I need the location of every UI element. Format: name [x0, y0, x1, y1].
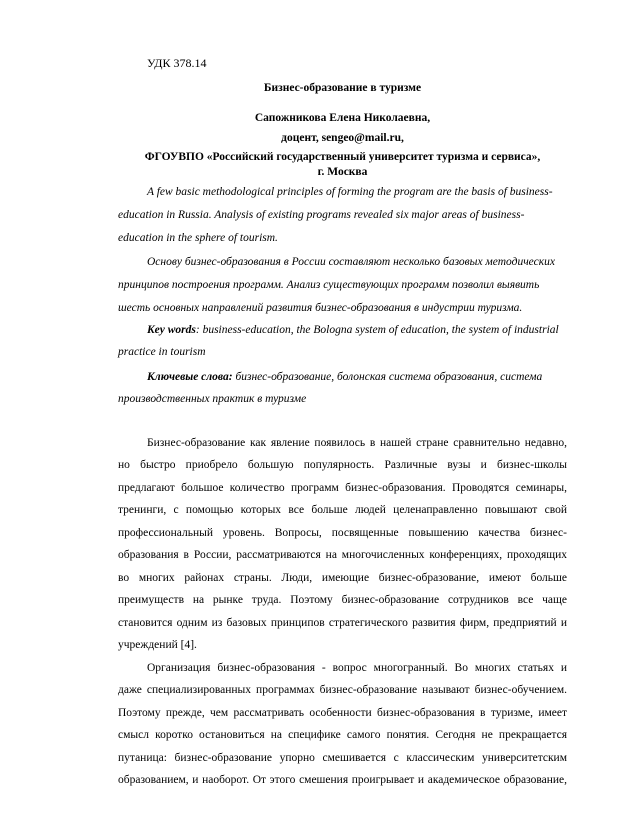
body-line: профессиональный уровень. Вопросы, посвященные повышению качества бизнес-: [118, 526, 567, 539]
article-title: Бизнес-образование в туризме: [263, 82, 422, 94]
affiliation-line: ФГОУВПО «Российский государственный университет туризма и сервиса»,: [144, 150, 541, 163]
body-line: тренинги, с помощью которых все больше людей целенаправленно повышают свой: [118, 504, 567, 517]
abstract-ru: [118, 251, 567, 320]
keywords-ru: [118, 366, 567, 410]
abstract-en-line: A few basic methodological principles of forming the program are the basis of business-: [147, 185, 553, 198]
author-affiliation: [118, 150, 567, 180]
abstract-ru-line: шесть основных направлений развития бизнес-образования в индустрии туризма.: [118, 301, 523, 314]
keywords-en-label: Key words: [147, 324, 196, 336]
body-line: предлагают большое количество программ бизнес-образования. Проводятся семинары,: [118, 481, 567, 494]
keywords-en-text: : business-education, the Bologna system of education, the system of industrial: [195, 324, 559, 336]
body-line: но быстро приобрело большую популярность. Различные вузы и бизнес-школы: [118, 459, 567, 472]
abstract-ru-line: Основу бизнес-образования в России составляют несколько базовых методических: [147, 255, 555, 268]
body-line: образованием, и наоборот. От этого смешения проигрывает и академическое образование,: [118, 774, 567, 787]
body-line: учреждений [4].: [118, 639, 197, 652]
body-line: Бизнес-образование как явление появилось в нашей стране сравнительно недавно,: [147, 436, 567, 449]
body-line: путаница: бизнес-образование упорно смешивается с классическим университетским: [118, 751, 567, 764]
keywords-en-line: [147, 319, 567, 341]
body-line: во многих районах страны. Люди, имеющие бизнес-образование, имеют больше: [118, 571, 567, 584]
abstract-en-line: education in Russia. Analysis of existing programs revealed six major areas of business-: [118, 208, 525, 221]
author-name: Сапожникова Елена Николаевна,: [254, 112, 431, 124]
keywords-ru-text: бизнес-образование, болонская система образования, система: [235, 371, 543, 383]
keywords-ru-line: производственных практик в туризме: [118, 393, 307, 405]
keywords-ru-line: [147, 366, 567, 388]
affiliation-city: г. Москва: [317, 165, 368, 178]
body-paragraph: [118, 432, 567, 657]
body-line: образования в России, рассматриваются на многочисленных конференциях, проходящих: [118, 549, 567, 562]
body-line: смысл коротко остановиться на специфике самого понятия. Сегодня не прекращается: [118, 729, 567, 742]
keywords-en: [118, 319, 567, 363]
udc-code: УДК 378.14: [147, 56, 207, 70]
author-position-email: доцент, sengeo@mail.ru,: [281, 132, 404, 144]
body-line: даже специализированных программах бизнес-образование называют бизнес-обучением.: [118, 684, 567, 697]
keywords-ru-label: Ключевые слова:: [147, 371, 233, 383]
abstract-ru-line: принципов построения программ. Анализ существующих программ позволил выявить: [118, 278, 540, 291]
body-line: преимуществ на рынке труда. Поэтому бизнес-образование сотрудников все чаще: [118, 594, 567, 607]
keywords-en-line: practice in tourism: [118, 346, 206, 358]
body-text: [118, 432, 567, 792]
body-line: Организация бизнес-образования - вопрос многогранный. Во многих статьях и: [147, 661, 567, 674]
abstract-en: [118, 181, 567, 250]
body-line: становится одним из базовых принципов стратегического развития фирм, предприятий и: [118, 616, 567, 629]
abstract-en-line: education in the sphere of tourism.: [118, 231, 278, 244]
body-line: Поэтому прежде, чем рассматривать особенности бизнес-образования в туризме, имеет: [118, 706, 567, 719]
body-paragraph: [118, 657, 567, 792]
